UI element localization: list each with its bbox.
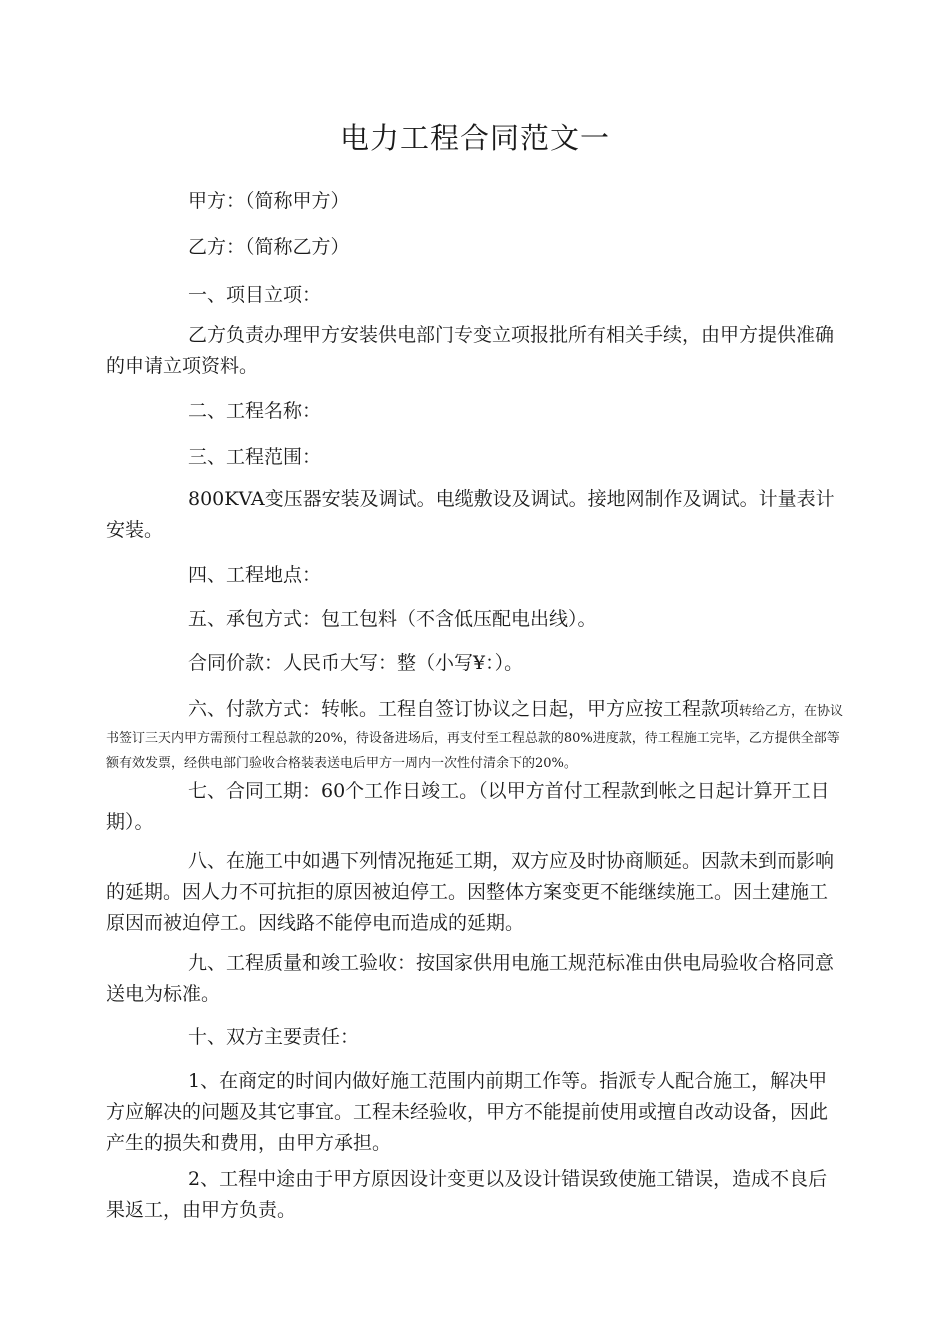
section-heading-project-scope: 三、工程范围：: [188, 446, 322, 468]
payment-terms-paragraph: [106, 694, 846, 775]
responsibility-item-1: 1、在商定的时间内做好施工范围内前期工作等。指派专人配合施工，解决甲方应解决的问题及其它事宜。工程未经验收，甲方不能提前使用或擅自改动设备，因此产生的损失和费用，由甲方承担。: [106, 1070, 829, 1154]
quality-acceptance-body: 九、工程质量和竣工验收：按国家供用电施工规范标准由供电局验收合格同意送电为标准。: [106, 952, 835, 1005]
responsibility-item-2: 2、工程中途由于甲方原因设计变更以及设计错误致使施工错误，造成不良后果返工，由甲方负责。: [106, 1168, 828, 1221]
section-heading-responsibilities: 十、双方主要责任：: [188, 1026, 360, 1048]
contracting-method-line: 五、承包方式：包工包料（不含低压配电出线）。: [188, 608, 597, 630]
delay-conditions-body: 八、在施工中如遇下列情况拖延工期，双方应及时协商顺延。因款未到而影响的延期。因人力不可抗拒的原因被迫停工。因整体方案变更不能继续施工。因土建施工原因而被迫停工。因线路不能停电而造成的延期。: [106, 850, 835, 934]
party-b-line: 乙方：（简称乙方）: [188, 236, 350, 258]
payment-terms-tail: 转给乙方，在协议书签订三天内甲方需预付工程总款的20%，待设备进场后，再支付至工程总款的80%进度款，待工程施工完毕，乙方提供全部等额有效发票，经供电部门验收合格装表送电后甲方一周内一次性付清余下的20%。: [106, 704, 844, 771]
contract-period-body: 七、合同工期：60个工作日竣工。（以甲方首付工程款到帐之日起计算开工日期）。: [106, 780, 830, 833]
project-approval-body: 乙方负责办理甲方安装供电部门专变立项报批所有相关手续，由甲方提供准确的申请立项资料。: [106, 324, 835, 377]
section-heading-project-approval: 一、项目立项：: [188, 284, 322, 306]
contract-price-line: 合同价款：人民币大写：整（小写¥：）。: [188, 652, 524, 674]
payment-terms-head: 六、付款方式：转帐。工程自签订协议之日起，甲方应按工程款项: [188, 698, 740, 720]
party-a-line: 甲方：（简称甲方）: [188, 190, 350, 212]
project-scope-body: 800KVA变压器安装及调试。电缆敷设及调试。接地网制作及调试。计量表计安装。: [106, 488, 835, 541]
section-heading-project-name: 二、工程名称：: [188, 400, 322, 422]
document-title: 电力工程合同范文一: [339, 121, 610, 155]
section-heading-project-location: 四、工程地点：: [188, 564, 322, 586]
